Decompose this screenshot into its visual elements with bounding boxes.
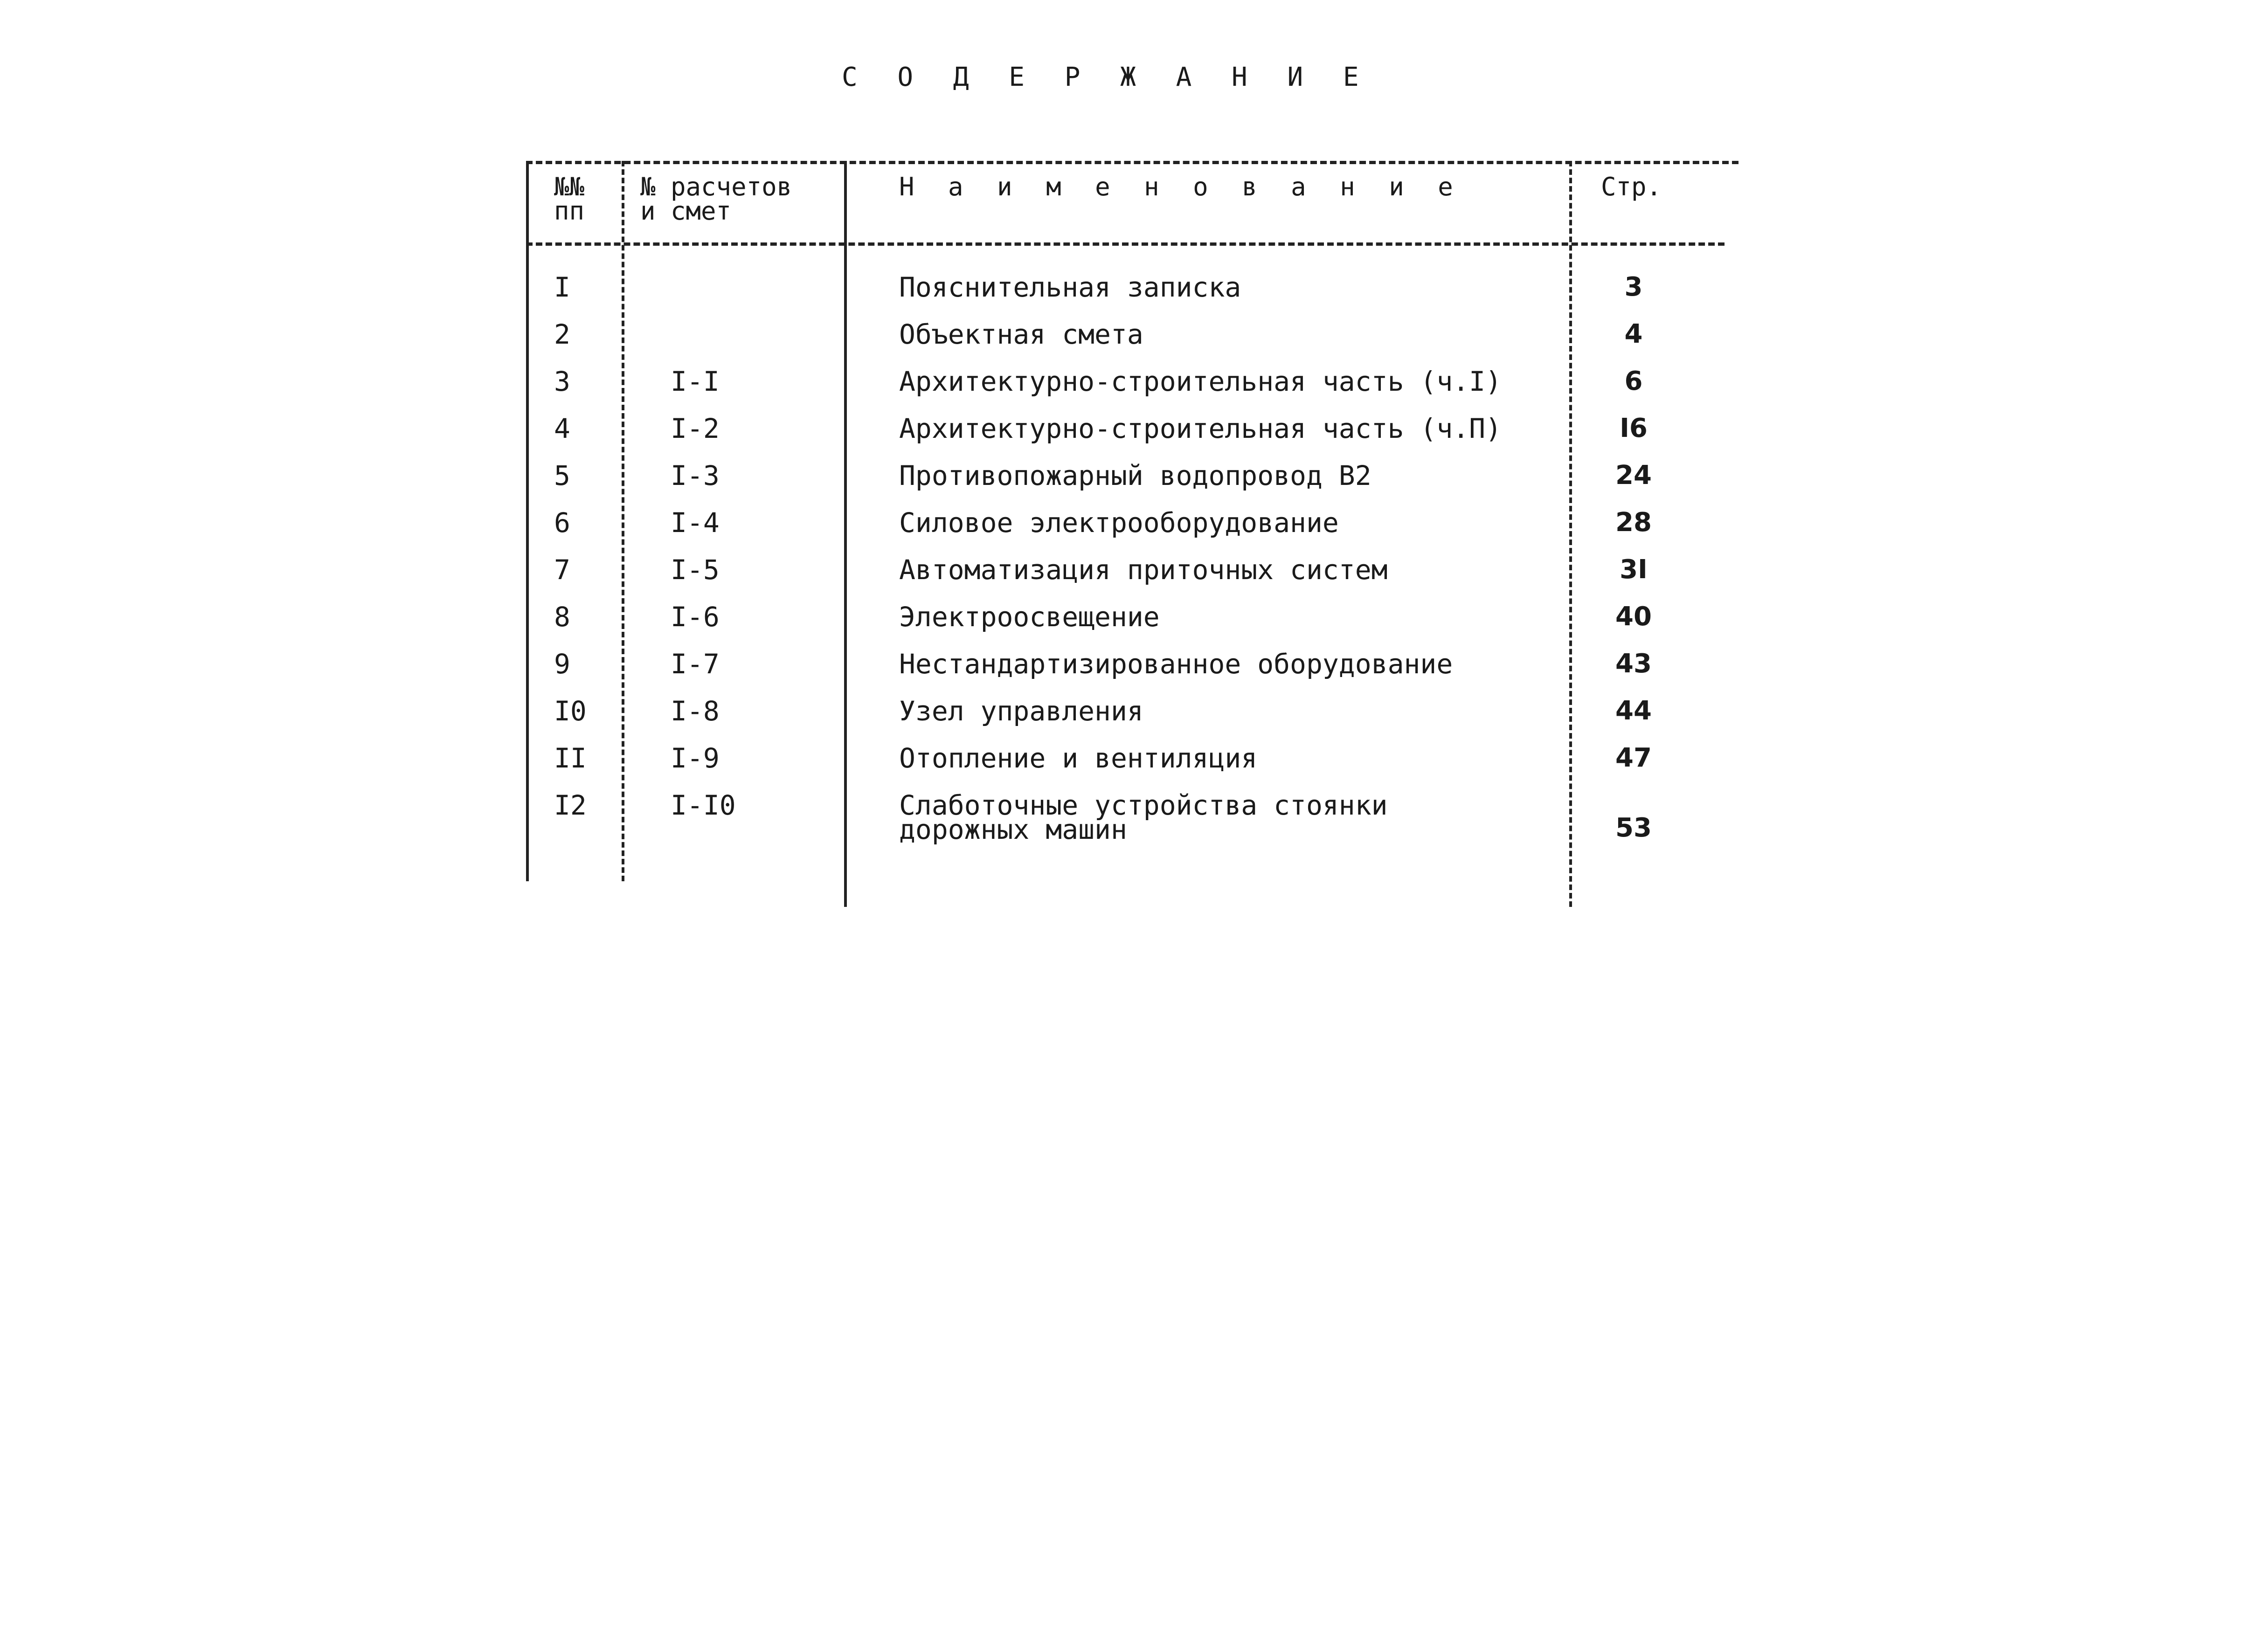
row-title: Силовое электрооборудование: [899, 507, 1339, 539]
column-divider-1: [622, 161, 624, 881]
row-page: 24: [1615, 460, 1652, 491]
row-code: I-3: [671, 460, 720, 491]
contents-table: [526, 161, 1739, 907]
row-page: 6: [1624, 366, 1643, 396]
row-number: 6: [554, 507, 570, 539]
row-page: 28: [1615, 507, 1652, 538]
row-code: I-5: [671, 554, 720, 586]
row-title: Отопление и вентиляция: [899, 742, 1258, 774]
row-page: 44: [1615, 696, 1652, 726]
row-code: I-7: [671, 648, 720, 680]
row-code: I-9: [671, 742, 720, 774]
row-title: Автоматизация приточных систем: [899, 554, 1388, 586]
row-number: 4: [554, 413, 570, 444]
row-code: I-4: [671, 507, 720, 539]
row-number: 5: [554, 460, 570, 491]
row-number: 8: [554, 601, 570, 633]
row-page: 4: [1624, 319, 1643, 349]
row-code: I-6: [671, 601, 720, 633]
column-divider-2: [844, 161, 847, 907]
row-page: 3I: [1620, 554, 1648, 585]
row-title: Узел управления: [899, 695, 1143, 727]
row-title: Пояснительная записка: [899, 271, 1241, 303]
row-page: 43: [1615, 649, 1652, 679]
row-page: I6: [1620, 413, 1648, 443]
row-code: I-8: [671, 695, 720, 727]
row-page: 47: [1615, 743, 1652, 773]
row-code: I-I: [671, 366, 720, 397]
row-title: Объектная смета: [899, 318, 1143, 350]
row-number: 2: [554, 318, 570, 350]
row-page: 3: [1624, 272, 1643, 302]
left-border-rule: [526, 161, 529, 881]
header-name: Н а и м е н о в а н и е: [899, 172, 1462, 201]
row-code: I-I0: [671, 789, 736, 821]
row-title: Архитектурно-строительная часть (ч.П): [899, 413, 1502, 444]
row-number: 3: [554, 366, 570, 397]
row-title: Слаботочные устройства стоянки дорожных машин: [899, 789, 1388, 845]
header-page: Стр.: [1601, 172, 1662, 201]
header-bottom-rule: [526, 242, 1725, 246]
header-code: № расчетов и смет: [640, 172, 792, 226]
row-page: 53: [1615, 813, 1652, 843]
row-title: Нестандартизированное оборудование: [899, 648, 1453, 680]
row-number: I: [554, 271, 570, 303]
row-number: 9: [554, 648, 570, 680]
header-num: №№ пп: [554, 172, 585, 226]
table-top-rule: [526, 161, 1739, 164]
row-number: II: [554, 742, 587, 774]
column-divider-3: [1569, 161, 1572, 907]
page-title: С О Д Е Р Ж А Н И Е: [842, 62, 1371, 92]
row-title: Электроосвещение: [899, 601, 1160, 633]
row-title: Противопожарный водопровод В2: [899, 460, 1371, 491]
row-code: I-2: [671, 413, 720, 444]
row-number: I0: [554, 695, 587, 727]
row-page: 40: [1615, 601, 1652, 632]
row-number: 7: [554, 554, 570, 586]
row-number: I2: [554, 789, 587, 821]
row-title: Архитектурно-строительная часть (ч.I): [899, 366, 1502, 397]
